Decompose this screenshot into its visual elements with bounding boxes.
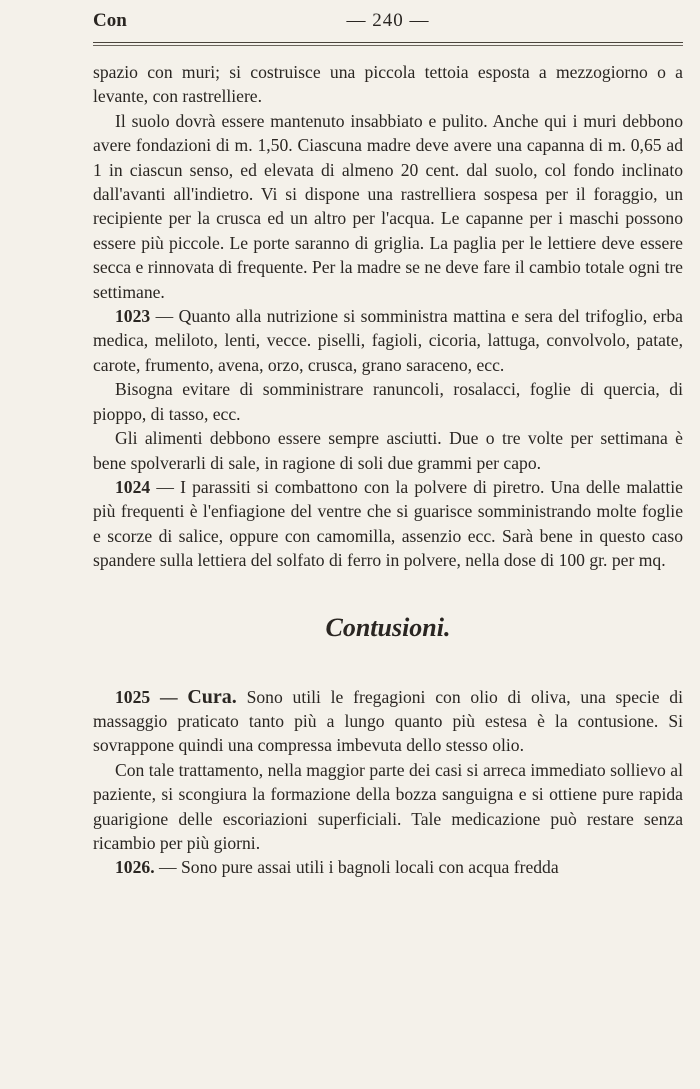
paragraph: Il suolo dovrà essere mantenuto insabbiato e pulito. Anche qui i muri debbono avere fondazioni di m. 1,50. Ciascuna madre deve avere una capanna di m. 0,65 ad 1 in ciascun senso, ed elevata di almeno 20 cent. dal suolo, col fondo inclinato dall'avanti all'indietro. Vi si dispone una rastrelliera sospesa per il foraggio, un recipiente per la crusca ed un altro per l'acqua. Le capanne per i maschi possono essere più piccole. Le porte saranno di griglia. La paglia per le lettiere deve essere secca e rinnovata di frequente. Per la madre se ne deve fare il cambio totale ogni tre settimane. (93, 110, 683, 302)
header-rule (93, 42, 683, 43)
paragraph: Gli alimenti debbono essere sempre asciutti. Due o tre volte per settimana è bene spolverarli di sale, in ragione di soli due grammi per capo. (93, 428, 683, 473)
section-title: Contusioni. (325, 612, 451, 642)
article-number: 1024 (115, 476, 151, 497)
page-header (93, 10, 683, 38)
page-number: — 240 — (346, 10, 430, 31)
header-rule-thin (93, 45, 683, 46)
page-body (93, 60, 683, 880)
paragraph: spazio con muri; si costruisce una piccola tettoia esposta a mezzogiorno o a levante, con rastrelliere. (93, 62, 683, 107)
paragraph: 1024 — I parassiti si combattono con la polvere di piretro. Una delle malattie più frequenti è l'enfiagione del ventre che si guarisce somministrando molte foglie e scorze di salice, oppure con camomilla, assenzio ecc. Sarà bene in questo caso spandere sulla lettiera del solfato di ferro in polvere, nella dose di 100 gr. per mq. (93, 476, 683, 571)
article-number: 1026. (115, 857, 155, 878)
paragraph: 1026. — Sono pure assai utili i bagnoli locali con acqua fredda (115, 857, 559, 878)
article-number: 1025 (115, 686, 151, 707)
paragraph: Bisogna evitare di somministrare ranuncoli, rosalacci, foglie di quercia, di pioppo, di tasso, ecc. (93, 379, 683, 424)
paragraph: Con tale trattamento, nella maggior parte dei casi si arreca immediato sollievo al paziente, si scongiura la formazione della bozza sanguigna e si ottiene pure rapida guarigione delle escoriazioni superficiali. Tale medicazione può restare senza ricambio per più giorni. (93, 759, 683, 853)
paragraph: 1025 — Cura. Sono utili le fregagioni con olio di oliva, una specie di massaggio praticato tanto più a lungo quanto più estesa è la contusione. Si sovrappone quindi una compressa imbevuta dello stesso olio. (93, 685, 683, 756)
article-number: 1023 (115, 306, 151, 327)
subheading: Cura. (187, 685, 237, 708)
running-head: Con (93, 10, 127, 31)
paragraph: 1023 — Quanto alla nutrizione si somministra mattina e sera del trifoglio, erba medica, meliloto, lenti, vecce. piselli, fagioli, cicoria, lattuga, convolvolo, patate, carote, frumento, avena, orzo, crusca, grano saraceno, ecc. (93, 306, 683, 375)
